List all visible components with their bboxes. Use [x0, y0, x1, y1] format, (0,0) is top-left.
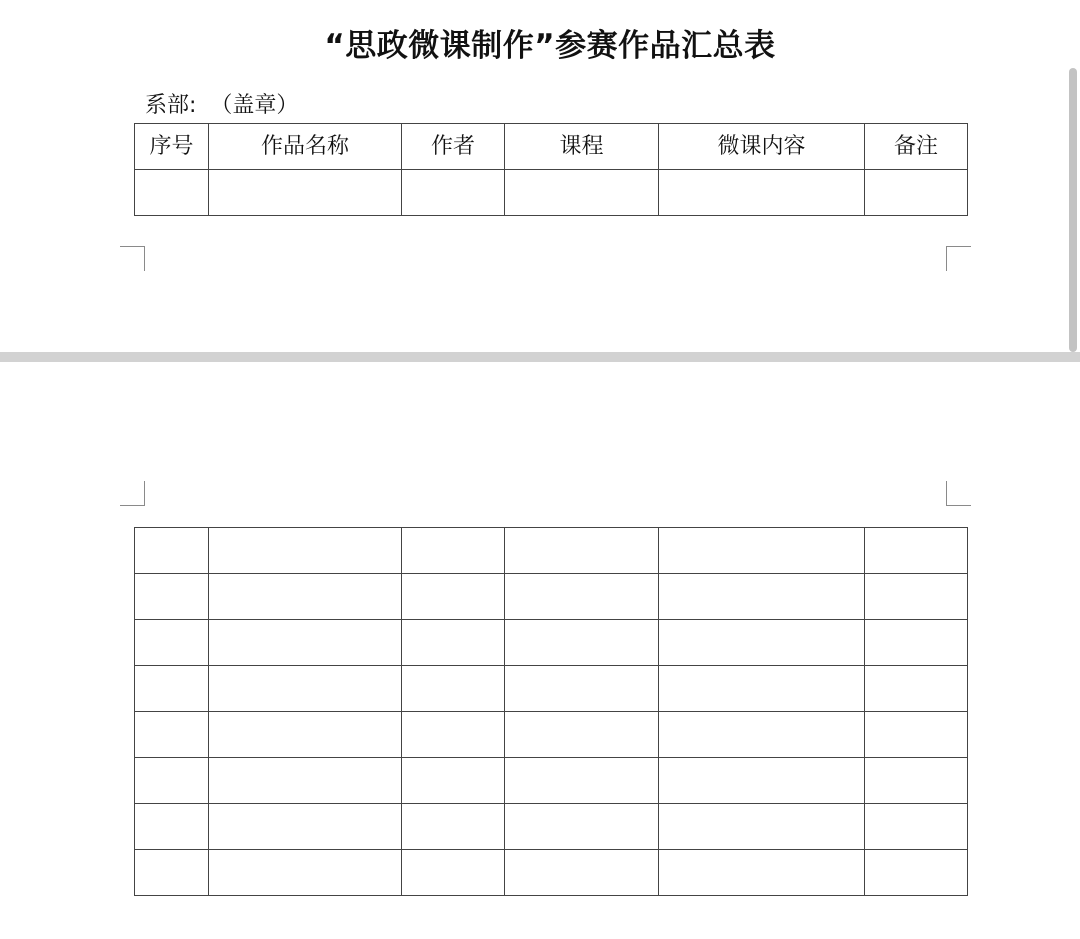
table-cell[interactable]: [505, 850, 659, 896]
header-cell-course[interactable]: 课程: [505, 124, 659, 170]
seal-note: （盖章）: [210, 93, 299, 118]
department-label: 系部:: [145, 93, 197, 118]
table-cell[interactable]: [135, 620, 209, 666]
page-separator: [0, 352, 1080, 362]
table-cell[interactable]: [505, 528, 659, 574]
table-cell[interactable]: [659, 758, 865, 804]
table-cell[interactable]: [865, 804, 968, 850]
table-cell[interactable]: [865, 712, 968, 758]
table-cell[interactable]: [659, 170, 865, 216]
page-margin-corner-mark: [120, 481, 145, 506]
table-cell[interactable]: [209, 170, 402, 216]
table-cell[interactable]: [135, 712, 209, 758]
table-cell[interactable]: [209, 712, 402, 758]
table-cell[interactable]: [659, 804, 865, 850]
table-cell[interactable]: [135, 170, 209, 216]
table-cell[interactable]: [209, 666, 402, 712]
table-cell[interactable]: [209, 758, 402, 804]
table-cell[interactable]: [865, 574, 968, 620]
table-row: [135, 758, 968, 804]
table-cell[interactable]: [135, 574, 209, 620]
table-cell[interactable]: [865, 528, 968, 574]
header-cell-content[interactable]: 微课内容: [659, 124, 865, 170]
table-cell[interactable]: [135, 758, 209, 804]
page-margin-corner-mark: [946, 246, 971, 271]
table-cell[interactable]: [402, 620, 505, 666]
table-cell[interactable]: [402, 850, 505, 896]
header-cell-remarks[interactable]: 备注: [865, 124, 968, 170]
table-cell[interactable]: [505, 758, 659, 804]
table-row: [135, 804, 968, 850]
table-cell[interactable]: [865, 850, 968, 896]
table-cell[interactable]: [865, 170, 968, 216]
table-cell[interactable]: [505, 574, 659, 620]
table-cell[interactable]: [505, 804, 659, 850]
table-cell[interactable]: [209, 850, 402, 896]
table-cell[interactable]: [505, 170, 659, 216]
table-row: [135, 574, 968, 620]
table-cell[interactable]: [659, 666, 865, 712]
table-cell[interactable]: [659, 574, 865, 620]
table-cell[interactable]: [659, 528, 865, 574]
table-cell[interactable]: [659, 712, 865, 758]
page-margin-corner-mark: [946, 481, 971, 506]
header-cell-index[interactable]: 序号: [135, 124, 209, 170]
table-cell[interactable]: [402, 528, 505, 574]
table-cell[interactable]: [402, 712, 505, 758]
table-cell[interactable]: [402, 170, 505, 216]
header-cell-work-name[interactable]: 作品名称: [209, 124, 402, 170]
table-row: [135, 170, 968, 216]
table-cell[interactable]: [135, 528, 209, 574]
summary-table: [134, 123, 968, 216]
table-cell[interactable]: [135, 850, 209, 896]
page-margin-corner-mark: [120, 246, 145, 271]
document-page-1: [0, 0, 1080, 352]
department-line: [145, 92, 298, 120]
table-cell[interactable]: [135, 804, 209, 850]
table-cell[interactable]: [659, 620, 865, 666]
table-cell[interactable]: [209, 620, 402, 666]
table-cell[interactable]: [209, 528, 402, 574]
table-cell[interactable]: [209, 574, 402, 620]
vertical-scrollbar[interactable]: [1069, 68, 1077, 352]
table-cell[interactable]: [209, 804, 402, 850]
table-cell[interactable]: [865, 758, 968, 804]
table-row: [135, 666, 968, 712]
header-cell-author[interactable]: 作者: [402, 124, 505, 170]
table-cell[interactable]: [505, 712, 659, 758]
table-cell[interactable]: [505, 620, 659, 666]
table-cell[interactable]: [865, 620, 968, 666]
table-row: [135, 620, 968, 666]
document-title: “思政微课制作”参赛作品汇总表: [324, 28, 776, 64]
table-cell[interactable]: [659, 850, 865, 896]
table-cell[interactable]: [865, 666, 968, 712]
table-cell[interactable]: [135, 666, 209, 712]
table-cell[interactable]: [402, 804, 505, 850]
table-cell[interactable]: [402, 666, 505, 712]
table-row: [135, 528, 968, 574]
table-cell[interactable]: [402, 758, 505, 804]
table-row: [135, 850, 968, 896]
table-header-row: [135, 124, 968, 170]
table-cell[interactable]: [402, 574, 505, 620]
table-cell[interactable]: [505, 666, 659, 712]
summary-table-continued: [134, 527, 968, 896]
table-row: [135, 712, 968, 758]
